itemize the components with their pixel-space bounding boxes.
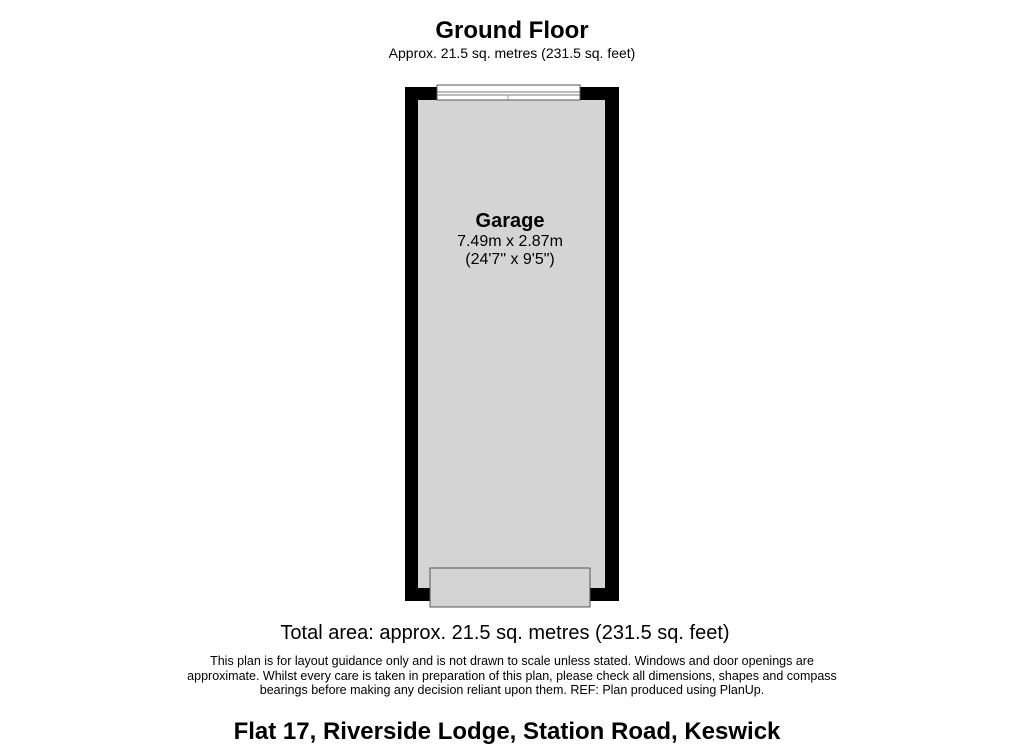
property-address: Flat 17, Riverside Lodge, Station Road, Keswick xyxy=(233,718,781,745)
total-area: Total area: approx. 21.5 sq. metres (231.5 sq. feet) xyxy=(280,622,730,644)
garage-floor xyxy=(418,100,605,588)
room-label xyxy=(410,209,610,269)
room-dimensions-imperial: (24'7" x 9'5") xyxy=(465,251,555,268)
disclaimer-text: This plan is for layout guidance only and is not drawn to scale unless stated. Windows and door openings are approximate. Whilst every care is taken in preparation of this plan, please check all dimensions, shapes and compass bearings before making any decision reliant upon them. REF: Plan produced using PlanUp. xyxy=(187,654,837,698)
room-name: Garage xyxy=(475,210,545,232)
garage-door-opening xyxy=(430,568,590,607)
floor-title: Ground Floor xyxy=(435,17,589,44)
room-dimensions-metric: 7.49m x 2.87m xyxy=(457,233,563,250)
window xyxy=(437,85,580,100)
floor-area-text: Approx. 21.5 sq. metres (231.5 sq. feet) xyxy=(388,45,636,61)
